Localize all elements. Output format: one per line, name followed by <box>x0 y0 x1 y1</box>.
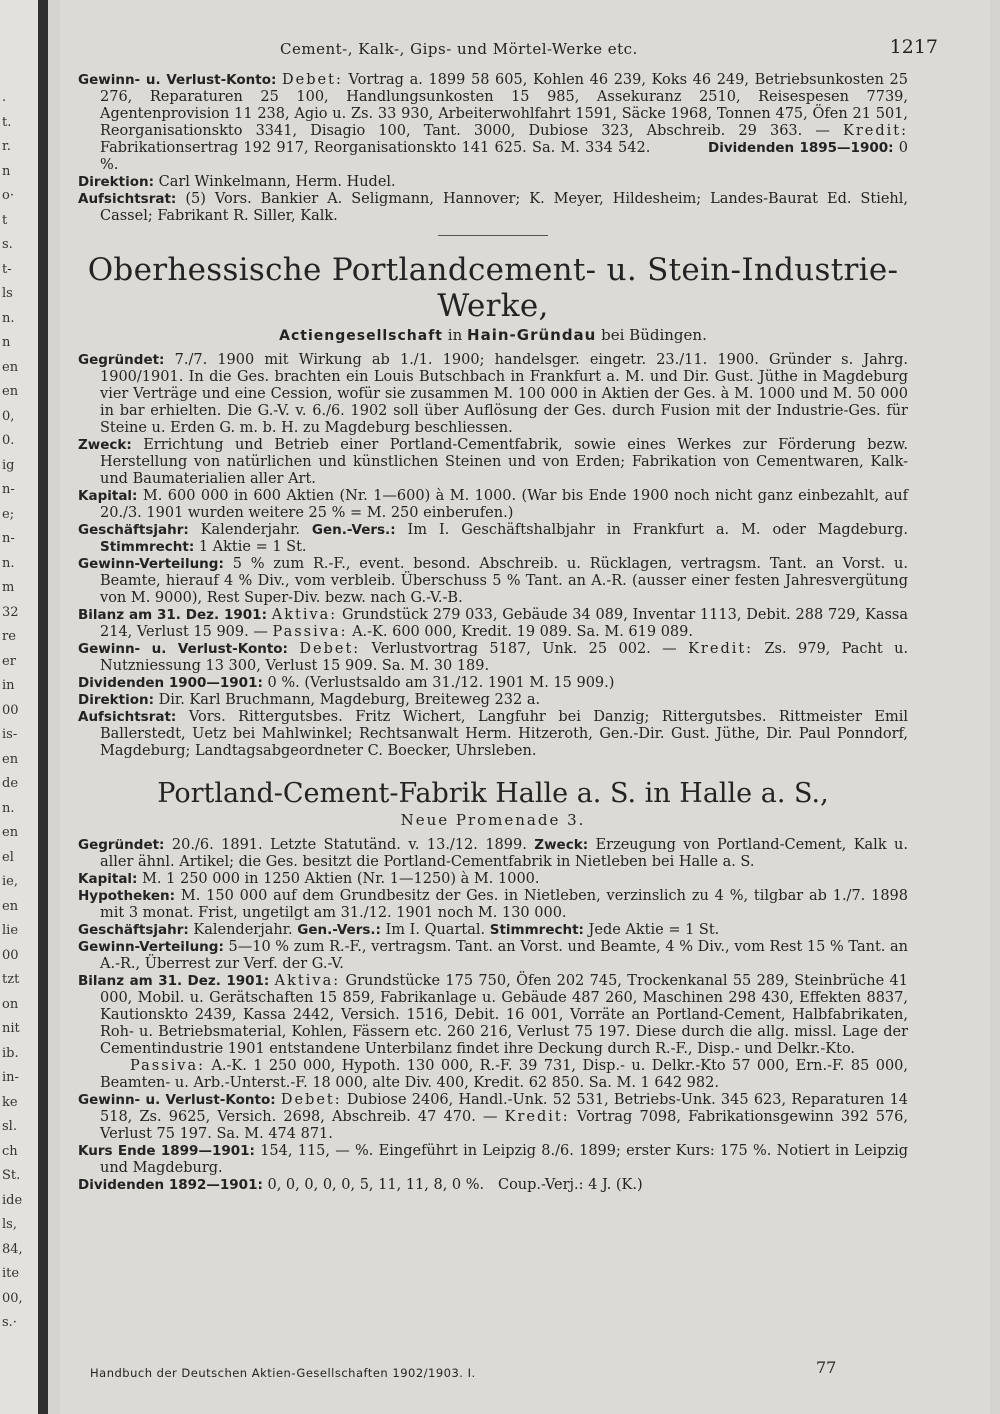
aufsichtsrat-value: Vors. Rittergutsbes. Fritz Wichert, Langfuhr bei Danzig; Rittergutsbes. Rittmeister Emil Ballerstedt, Uetz bei Mahlwinkel; Rechtsanwalt Herm. Hitzeroth, Gen.-Dir. Gust. Jüthe, Dir. Paul Ponndorf, Magdeburg; Landtagsabgeordneter C. Boecker, Uhrsleben. <box>100 709 908 759</box>
aufsichtsrat-label: Aufsichtsrat: <box>78 709 177 725</box>
margin-fragment: s. <box>2 237 13 253</box>
margin-fragment: . <box>2 90 7 105</box>
gv-label: Gen.-Vers.: <box>311 522 396 538</box>
company-subtitle <box>78 326 908 344</box>
margin-fragment: ls <box>2 286 13 302</box>
gegruendet-label: Gegründet: <box>78 837 165 853</box>
kapital-label: Kapital: <box>78 871 138 887</box>
geschaeftsjahr-paragraph <box>78 522 908 556</box>
signature-number: 77 <box>816 1358 837 1377</box>
margin-fragment: s.· <box>2 1315 17 1331</box>
gegruendet-value: 20./6. 1891. Letzte Statutänd. v. 13./12. 1899. <box>171 837 527 853</box>
dividenden-value: 0, 0, 0, 0, 0, 5, 11, 11, 8, 0 %. <box>267 1177 485 1193</box>
margin-fragment: de <box>2 776 19 792</box>
margin-fragment: 00, <box>2 1290 23 1306</box>
margin-fragment: r. <box>2 139 11 155</box>
running-title: Cement-, Kalk-, Gips- und Mörtel-Werke etc. <box>280 40 638 58</box>
margin-fragment: ig <box>2 457 15 473</box>
gv-value: Im I. Geschäftshalbjahr in Frankfurt a. M. oder Magdeburg. <box>407 522 908 538</box>
kapital-paragraph <box>78 488 908 522</box>
passiva-label: Passiva: <box>272 624 348 640</box>
dividenden-label: Dividenden 1892—1901: <box>78 1177 263 1193</box>
margin-fragment: ke <box>2 1094 18 1110</box>
margin-fragment: re <box>2 629 16 645</box>
address: Neue Promenade 3. <box>400 811 586 829</box>
coupon-verjaehrung: Coup.-Verj.: 4 J. (K.) <box>497 1177 643 1193</box>
guv-text-kredit: Fabrikationsertrag 192 917, Reorganisationskto 141 625. Sa. M. 334 542. <box>100 140 651 156</box>
margin-fragment: ib. <box>2 1045 19 1061</box>
subtitle-ag: Actiengesellschaft <box>279 328 443 344</box>
page-header <box>60 36 990 64</box>
direktion-label: Direktion: <box>78 174 154 190</box>
margin-fragment: t. <box>2 114 12 130</box>
gegruendet-paragraph <box>78 352 908 437</box>
stimmrecht-label: Stimmrecht: <box>489 922 584 938</box>
margin-fragment: sl. <box>2 1119 17 1135</box>
gewinn-verteilung-paragraph <box>78 556 908 607</box>
margin-fragment: en <box>2 825 19 841</box>
page-footer <box>90 1358 890 1380</box>
margin-fragment: ide <box>2 1192 23 1208</box>
aktiva-label: Aktiva: <box>271 607 338 623</box>
guv-paragraph <box>78 641 908 675</box>
section-divider <box>438 235 548 236</box>
gv-value: Im I. Quartal. <box>385 922 486 938</box>
gj-label: Geschäftsjahr: <box>78 522 189 538</box>
margin-fragment: n- <box>2 482 15 498</box>
company-address <box>78 811 908 829</box>
geschaeftsjahr-paragraph <box>78 922 908 939</box>
kapital-value: M. 1 250 000 in 1250 Aktien (Nr. 1—1250) à M. 1000. <box>142 871 540 887</box>
margin-fragment: er <box>2 653 16 669</box>
zweck-value: Erzeugung von Portland-Cement, Kalk u. aller ähnl. Artikel; die Ges. besitzt die Portland-Cementfabrik in Nietleben bei Halle a. S. <box>100 837 909 870</box>
zweck-value: Errichtung und Betrieb einer Portland-Cementfabrik, sowie eines Werkes zur Förderung bezw. Herstellung von natürlichen und künstlichen Steinen und von Erden; Fabrikation von Cementwaren, Kalk- und Baumaterialien aller Art. <box>100 437 908 487</box>
debet-label: Debet: <box>282 72 343 88</box>
top-entry <box>78 72 908 225</box>
dividenden-label: Dividenden 1900—1901: <box>78 675 263 691</box>
gewinn-verteilung-label: Gewinn-Verteilung: <box>78 556 224 572</box>
gewinn-verteilung-paragraph <box>78 939 908 973</box>
margin-fragment: 32 <box>2 604 19 620</box>
margin-fragment: en <box>2 359 19 375</box>
margin-fragment: nit <box>2 1021 20 1037</box>
aufsichtsrat-paragraph <box>78 709 908 760</box>
zweck-label: Zweck: <box>534 837 589 853</box>
margin-fragment: n <box>2 163 11 179</box>
bilanz-aktiva: Grundstück 279 033, Gebäude 34 089, Inventar 1113, Debit. 288 729, Kassa 214, Verlust 15 909. — <box>100 607 909 640</box>
page-content <box>78 72 908 1194</box>
hypotheken-label: Hypotheken: <box>78 888 176 904</box>
margin-fragment: n. <box>2 310 15 326</box>
guv-paragraph <box>78 1092 908 1143</box>
stimmrecht-value: Jede Aktie = 1 St. <box>588 922 720 938</box>
gewinn-verteilung-label: Gewinn-Verteilung: <box>78 939 224 955</box>
aufsichtsrat-value: (5) Vors. Bankier A. Seligmann, Hannover; K. Meyer, Hildesheim; Landes-Baurat Ed. Stiehl, Cassel; Fabrikant R. Siller, Kalk. <box>100 191 908 224</box>
gj-value: Kalenderjahr. <box>193 922 293 938</box>
hypotheken-paragraph <box>78 888 908 922</box>
margin-fragment: St. <box>2 1168 21 1184</box>
dividenden-paragraph <box>78 1177 908 1194</box>
direktion-paragraph <box>78 174 908 191</box>
direktion-value: Carl Winkelmann, Herm. Hudel. <box>158 174 396 190</box>
guv-paragraph <box>78 72 908 174</box>
dividenden-value: 0 %. (Verlustsaldo am 31./12. 1901 M. 15 909.) <box>267 675 615 691</box>
gj-value: Kalenderjahr. <box>200 522 300 538</box>
kurs-label: Kurs Ende 1899—1901: <box>78 1143 255 1159</box>
margin-fragment: ch <box>2 1143 18 1159</box>
kapital-paragraph <box>78 871 908 888</box>
margin-fragment: 00 <box>2 947 19 963</box>
company-title-halle: Portland-Cement-Fabrik Halle a. S. in Halle a. S., <box>157 778 829 809</box>
gegruendet-label: Gegründet: <box>78 352 165 368</box>
debet-label: Debet: <box>280 1092 342 1108</box>
guv-kredit: Vortrag 7098, Fabrikationsgewinn 392 576, Verlust 75 197. Sa. M. 474 871. <box>100 1109 908 1142</box>
entry-halle <box>78 837 908 1194</box>
bilanz-passiva: A.-K. 600 000, Kredit. 19 089. Sa. M. 619 089. <box>352 624 693 640</box>
subtitle-place: Hain-Gründau <box>467 326 597 344</box>
margin-fragment: ls, <box>2 1217 17 1233</box>
passiva-paragraph <box>78 1058 908 1092</box>
gegruendet-paragraph <box>78 837 908 871</box>
margin-fragment: 84, <box>2 1241 23 1257</box>
margin-fragment: t- <box>2 261 12 277</box>
guv-label: Gewinn- u. Verlust-Konto: <box>78 72 277 88</box>
document-page <box>60 0 990 1414</box>
direktion-paragraph <box>78 692 908 709</box>
margin-fragment: n <box>2 335 11 351</box>
margin-fragment: on <box>2 996 19 1012</box>
guv-label: Gewinn- u. Verlust-Konto: <box>78 641 288 657</box>
margin-fragment: ie, <box>2 874 18 890</box>
margin-fragment: n. <box>2 800 15 816</box>
passiva-label: Passiva: <box>130 1058 205 1074</box>
footer-title: Handbuch der Deutschen Aktien-Gesellschaften 1902/1903. I. <box>90 1366 476 1380</box>
bilanz-paragraph <box>78 973 908 1058</box>
kapital-label: Kapital: <box>78 488 138 504</box>
bilanz-paragraph <box>78 607 908 641</box>
direktion-label: Direktion: <box>78 692 154 708</box>
gj-label: Geschäftsjahr: <box>78 922 189 938</box>
dividenden-label: Dividenden 1895—1900: <box>708 140 894 156</box>
kredit-label: Kredit: <box>688 641 754 657</box>
stimmrecht-label: Stimmrecht: <box>100 539 195 555</box>
margin-fragment: en <box>2 751 19 767</box>
dividenden-value: 0 %. <box>100 140 909 173</box>
margin-fragment: en <box>2 384 19 400</box>
zweck-label: Zweck: <box>78 437 132 453</box>
guv-label: Gewinn- u. Verlust-Konto: <box>78 1092 276 1108</box>
kredit-label: Kredit: <box>843 123 908 139</box>
margin-fragment: tzt <box>2 972 20 988</box>
margin-fragment: o· <box>2 188 14 204</box>
guv-kredit: Zs. 979, Pacht u. Nutzniessung 13 300, Verlust 15 909. Sa. M. 30 189. <box>100 641 909 674</box>
guv-debet: Verlustvortrag 5187, Unk. 25 002. — <box>371 641 677 657</box>
kredit-label: Kredit: <box>504 1109 570 1125</box>
margin-fragment: lie <box>2 923 19 939</box>
adjacent-page-margin <box>0 0 48 1414</box>
guv-debet: Dubiose 2406, Handl.-Unk. 52 531, Betriebs-Unk. 345 623, Reparaturen 14 518, Zs. 9625, Versich. 2698, Abschreib. 47 470. — <box>100 1092 909 1125</box>
bilanz-label: Bilanz am 31. Dez. 1901: <box>78 973 270 989</box>
stimmrecht-value: 1 Aktie = 1 St. <box>198 539 307 555</box>
page-number: 1217 <box>889 36 938 58</box>
bilanz-aktiva: Grundstücke 175 750, Öfen 202 745, Trockenkanal 55 289, Steinbrüche 41 000, Mobil. u. Gerätschaften 15 859, Fabrikanlage u. Gebäude 487 260, Maschinen 298 430, Effekten 8837, Kautionskto 2439, Kassa 2442, Versich. 1516, Debit. 16 001, Vorräte an Portland-Cement, Halbfabrikaten, Roh- u. Betriebsmaterial, Kohlen, Fässern etc. 260 216, Verlust 75 197. Diese durch die allg. missl. Lage der Cementindustrie 1901 entstandene Unterbilanz findet ihre Deckung durch R.-F., Disp.- und Delkr.-Kto. <box>100 973 908 1057</box>
aufsichtsrat-label: Aufsichtsrat: <box>78 191 177 207</box>
margin-fragment: n. <box>2 555 15 571</box>
debet-label: Debet: <box>299 641 361 657</box>
gegruendet-value: 7./7. 1900 mit Wirkung ab 1./1. 1900; handelsger. eingetr. 23./11. 1900. Gründer s. Jahrg. 1900/1901. In die Ges. brachten ein Louis Butschbach in Frankfurt a. M. und Dir. Gust. Jüthe in Magdeburg vier Verträge und eine Cession, wofür sie zusammen M. 100 000 in Aktien der Ges. à M. 1000 und M. 50 000 in bar erhielten. Die G.-V. v. 6./6. 1902 soll über Auflösung der Ges. durch Fusion mit der Industrie-Ges. für Steine u. Erden G. m. b. H. zu Magdeburg beschliessen. <box>100 352 909 436</box>
margin-fragment: in- <box>2 1070 19 1086</box>
gewinn-verteilung-value: 5—10 % zum R.-F., vertragsm. Tant. an Vorst. und Beamte, 4 % Div., vom Rest 15 % Tant. an A.-R., Überrest zur Verf. der G.-V. <box>100 939 909 972</box>
bilanz-label: Bilanz am 31. Dez. 1901: <box>78 607 267 623</box>
margin-fragment: e; <box>2 506 15 522</box>
margin-fragment: 0. <box>2 433 15 449</box>
aufsichtsrat-paragraph <box>78 191 908 225</box>
kapital-value: M. 600 000 in 600 Aktien (Nr. 1—600) à M. 1000. (War bis Ende 1900 noch nicht ganz einbezahlt, auf 20./3. 1901 wurden weitere 25 % = M. 250 einberufen.) <box>100 488 908 521</box>
dividenden-paragraph <box>78 675 908 692</box>
kurs-value: 154, 115, — %. Eingeführt in Leipzig 8./6. 1899; erster Kurs: 175 %. Notiert in Leipzig und Magdeburg. <box>100 1143 908 1176</box>
subtitle-rest: bei Büdingen. <box>601 326 707 344</box>
margin-fragment: t <box>2 212 8 228</box>
margin-fragment: ite <box>2 1266 20 1282</box>
margin-fragment: in <box>2 678 15 694</box>
zweck-paragraph <box>78 437 908 488</box>
hypotheken-value: M. 150 000 auf dem Grundbesitz der Ges. in Nietleben, verzinslich zu 4 %, tilgbar ab 1./7. 1898 mit 3 monat. Frist, ungetilgt am 31./12. 1901 noch M. 130 000. <box>100 888 908 921</box>
direktion-value: Dir. Karl Bruchmann, Magdeburg, Breiteweg 232 a. <box>158 692 541 708</box>
subtitle-in: in <box>447 326 463 344</box>
margin-fragment: n- <box>2 531 15 547</box>
aktiva-label: Aktiva: <box>274 973 341 989</box>
kurs-paragraph <box>78 1143 908 1177</box>
margin-fragment: 0, <box>2 408 15 424</box>
gewinn-verteilung-value: 5 % zum R.-F., event. besond. Abschreib. u. Rücklagen, vertragsm. Tant. an Vorst. u. Beamte, hierauf 4 % Div., vom verbleib. Überschuss 5 % Tant. an A.-R. (ausser einer festen Jahresvergütung von M. 9000), Rest Super-Div. bezw. nach G.-V.-B. <box>100 556 909 606</box>
guv-text: Vortrag a. 1899 58 605, Kohlen 46 239, Koks 46 249, Betriebsunkosten 25 276, Reparaturen 25 100, Handlungsunkosten 15 985, Assekuranz 2510, Reisespesen 7739, Agentenprovision 11 238, Agio u. Zs. 33 930, Arbeiterwohlfahrt 1591, Säcke 1968, Tonnen 475, Öfen 21 501, Reorganisationskto 3341, Disagio 100, Tant. 3000, Dubiose 323, Abschreib. 29 363. — <box>100 72 909 139</box>
bilanz-passiva: A.-K. 1 250 000, Hypoth. 130 000, R.-F. 39 731, Disp.- u. Delkr.-Kto 57 000, Ern.-F. 85 000, Beamten- u. Arb.-Unterst.-F. 18 000, alte Div. 400, Kredit. 62 850. Sa. M. 1 642 982. <box>100 1058 908 1091</box>
margin-fragment: is- <box>2 727 18 743</box>
entry-oberhessische <box>78 352 908 760</box>
gv-label: Gen.-Vers.: <box>297 922 381 938</box>
margin-fragment: m <box>2 580 15 596</box>
company-title-oberhessische: Oberhessische Portlandcement- u. Stein-Industrie-Werke, <box>87 252 899 324</box>
margin-fragment: el <box>2 849 14 865</box>
margin-fragment: en <box>2 898 19 914</box>
margin-fragment: 00 <box>2 702 19 718</box>
